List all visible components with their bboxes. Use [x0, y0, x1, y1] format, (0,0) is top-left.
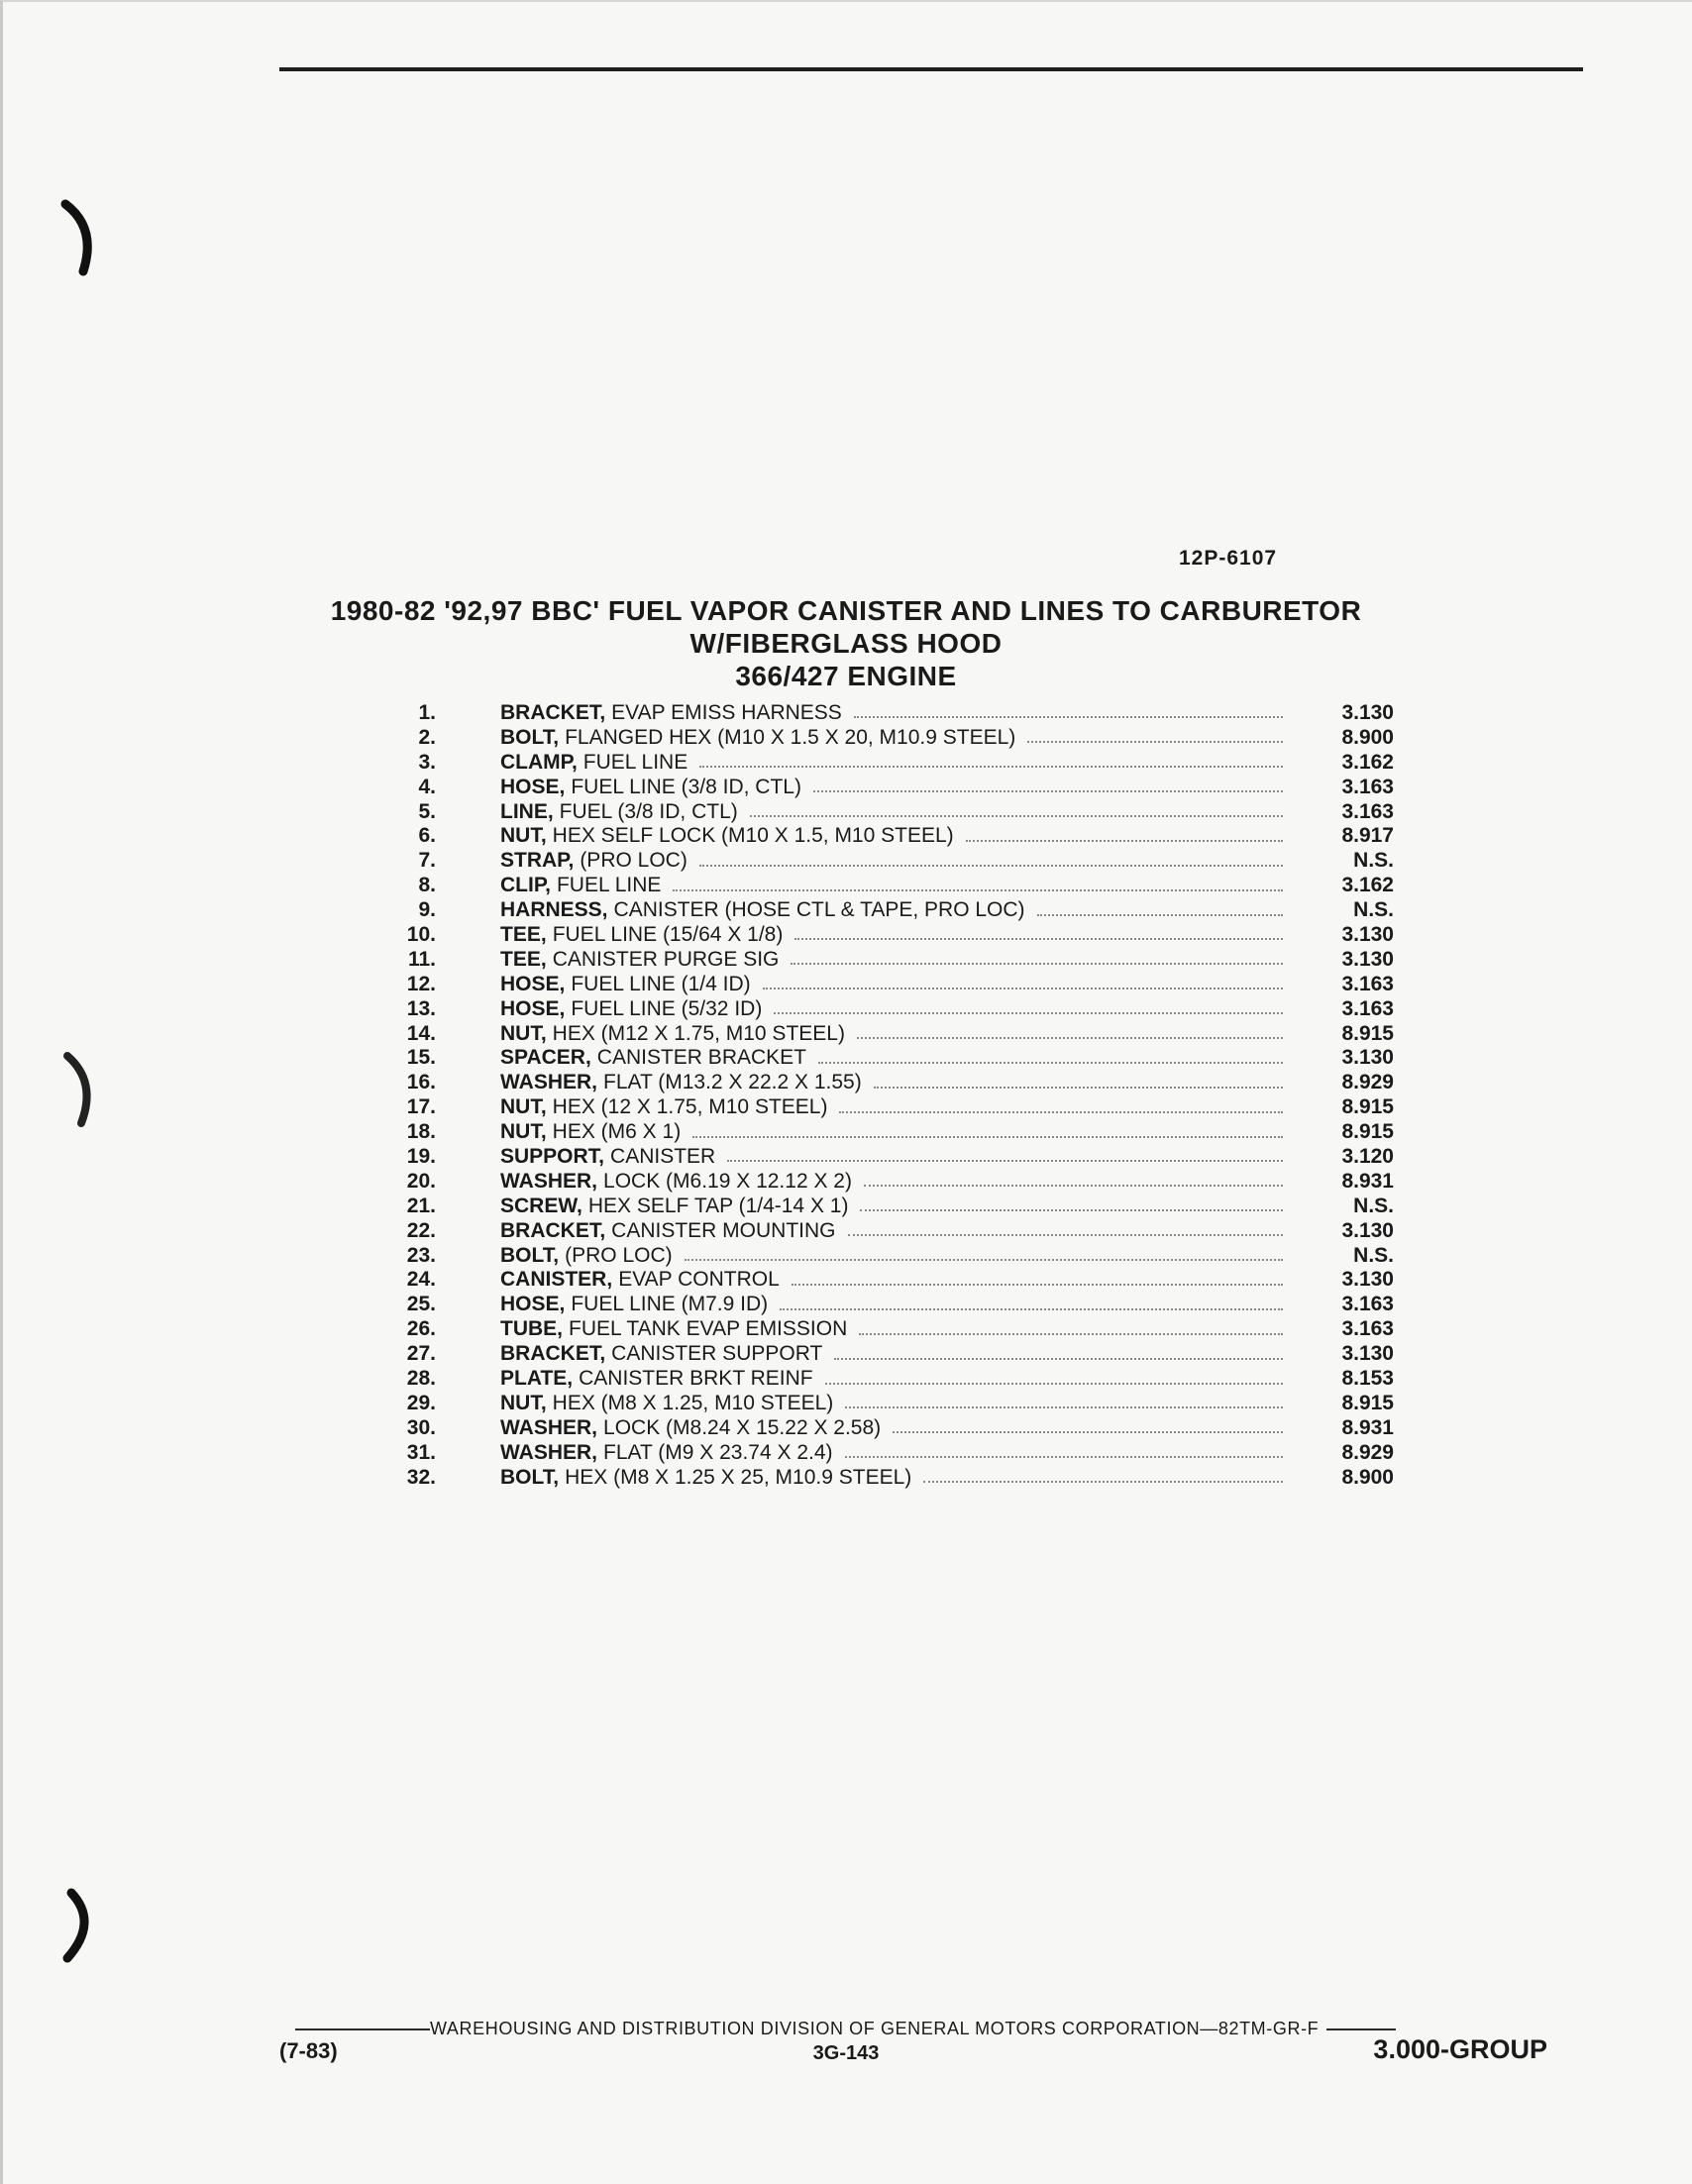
part-detail: CANISTER MOUNTING: [611, 1218, 836, 1242]
title-line: 1980-82 '92,97 BBC' FUEL VAPOR CANISTER AND LINES TO CARBURETOR: [330, 595, 1362, 626]
part-detail: FUEL LINE: [582, 750, 688, 774]
part-row: [388, 1071, 1428, 1095]
part-detail: FUEL LINE: [556, 874, 662, 897]
part-detail: HEX (M8 X 1.25, M10 STEEL): [552, 1391, 834, 1414]
part-name: WASHER,: [500, 1169, 598, 1193]
part-name: LINE,: [500, 799, 554, 823]
part-group: 3.130: [1341, 1342, 1394, 1366]
part-detail: LOCK (M6.19 X 12.12 X 2): [603, 1169, 852, 1193]
part-detail: EVAP CONTROL: [618, 1268, 780, 1292]
leader-dots: [699, 865, 1283, 867]
part-group: 3.130: [1341, 1218, 1394, 1242]
part-name: TUBE,: [500, 1317, 563, 1341]
part-name: HARNESS,: [500, 898, 608, 922]
part-detail: HEX (M8 X 1.25 X 25, M10.9 STEEL): [565, 1465, 912, 1489]
top-rule: [279, 67, 1583, 71]
leader-dots: [893, 1431, 1283, 1433]
part-group: 3.163: [1341, 775, 1394, 798]
parts-list: [388, 701, 1428, 1491]
leader-dots: [774, 1012, 1283, 1014]
part-number: 6.: [418, 824, 436, 848]
part-description: [500, 973, 1283, 997]
footer-group: 3.000-GROUP: [1373, 2034, 1547, 2064]
part-group: 3.130: [1341, 923, 1394, 947]
part-row: [388, 1367, 1428, 1392]
part-row: [388, 1095, 1428, 1120]
part-detail: (PRO LOC): [580, 849, 687, 873]
part-description: [500, 1416, 1283, 1441]
part-description: [500, 997, 1283, 1022]
part-row: [388, 1317, 1428, 1342]
leader-dots: [699, 766, 1283, 768]
leader-dots: [848, 1234, 1283, 1236]
part-name: SUPPORT,: [500, 1145, 605, 1169]
part-group: 3.163: [1341, 799, 1394, 823]
part-number: 21.: [406, 1194, 436, 1217]
part-number: 32.: [406, 1465, 436, 1489]
plate-number: 12P-6107: [1179, 547, 1278, 570]
part-detail: FUEL LINE (3/8 ID, CTL): [571, 775, 801, 798]
footer-publisher-line: [295, 2019, 1553, 2039]
title-line: 366/427 ENGINE: [735, 661, 957, 691]
footer-date: (7-83): [279, 2038, 338, 2063]
footer-rule: [1326, 2028, 1396, 2030]
leader-dots: [834, 1358, 1283, 1360]
binder-hole-mark: [57, 198, 117, 277]
leader-dots: [845, 1456, 1283, 1458]
part-description: [500, 1120, 1283, 1145]
leader-dots: [1027, 741, 1283, 743]
part-description: [500, 1367, 1283, 1392]
part-description: [500, 1219, 1283, 1244]
part-description: [500, 1268, 1283, 1293]
part-number: 10.: [406, 923, 436, 947]
part-number: 1.: [418, 701, 436, 724]
part-group: 8.931: [1341, 1415, 1394, 1439]
part-number: 15.: [406, 1046, 436, 1070]
part-number: 3.: [418, 750, 436, 774]
part-description: [500, 1392, 1283, 1416]
part-group: N.S.: [1353, 1194, 1394, 1217]
leader-dots: [791, 963, 1283, 965]
part-description: [500, 1145, 1283, 1170]
part-group: 8.917: [1341, 824, 1394, 848]
leader-dots: [825, 1383, 1283, 1385]
part-detail: CANISTER BRKT REINF: [579, 1367, 813, 1391]
part-number: 7.: [418, 849, 436, 873]
leader-dots: [763, 988, 1283, 989]
part-detail: HEX (12 X 1.75, M10 STEEL): [552, 1095, 828, 1119]
part-description: [500, 1095, 1283, 1120]
part-detail: FUEL LINE (5/32 ID): [571, 996, 763, 1020]
part-group: 3.163: [1341, 1293, 1394, 1316]
part-group: 8.153: [1341, 1367, 1394, 1391]
part-number: 9.: [418, 898, 436, 922]
leader-dots: [860, 1209, 1283, 1211]
part-name: HOSE,: [500, 996, 566, 1020]
part-detail: HEX (M12 X 1.75, M10 STEEL): [552, 1021, 845, 1045]
part-row: [388, 701, 1428, 726]
part-row: [388, 776, 1428, 800]
leader-dots: [673, 889, 1283, 891]
leader-dots: [792, 1284, 1283, 1286]
part-name: BRACKET,: [500, 701, 606, 724]
part-description: [500, 824, 1283, 849]
title-line: W/FIBERGLASS HOOD: [689, 628, 1003, 659]
part-row: [388, 973, 1428, 997]
part-detail: FUEL LINE (M7.9 ID): [571, 1293, 769, 1316]
part-detail: FLANGED HEX (M10 X 1.5 X 20, M10.9 STEEL): [565, 725, 1016, 749]
part-number: 12.: [406, 972, 436, 995]
part-name: BRACKET,: [500, 1342, 606, 1366]
part-name: NUT,: [500, 824, 547, 848]
part-row: [388, 1022, 1428, 1047]
part-row: [388, 874, 1428, 898]
leader-dots: [727, 1160, 1283, 1162]
leader-dots: [864, 1185, 1283, 1187]
part-detail: HEX SELF TAP (1/4-14 X 1): [587, 1194, 849, 1217]
part-description: [500, 1293, 1283, 1317]
leader-dots: [813, 790, 1283, 792]
part-detail: CANISTER: [610, 1145, 716, 1169]
part-number: 14.: [406, 1021, 436, 1045]
part-row: [388, 824, 1428, 849]
part-row: [388, 1293, 1428, 1317]
part-detail: CANISTER SUPPORT: [611, 1342, 823, 1366]
part-group: 8.929: [1341, 1071, 1394, 1094]
part-name: BOLT,: [500, 1465, 560, 1489]
part-name: CLAMP,: [500, 750, 578, 774]
page-title: [0, 594, 1692, 692]
part-group: 8.900: [1341, 725, 1394, 749]
part-row: [388, 751, 1428, 776]
part-group: 8.931: [1341, 1169, 1394, 1193]
part-row: [388, 898, 1428, 923]
part-detail: FUEL LINE (15/64 X 1/8): [552, 923, 784, 947]
part-number: 25.: [406, 1293, 436, 1316]
leader-dots: [685, 1259, 1283, 1261]
part-row: [388, 1416, 1428, 1441]
part-description: [500, 1244, 1283, 1269]
leader-dots: [818, 1062, 1283, 1064]
leader-dots: [966, 840, 1283, 842]
part-row: [388, 1046, 1428, 1071]
part-name: TEE,: [500, 923, 547, 947]
part-number: 24.: [406, 1268, 436, 1292]
part-description: [500, 1195, 1283, 1219]
part-detail: FLAT (M9 X 23.74 X 2.4): [603, 1440, 833, 1464]
part-name: WASHER,: [500, 1071, 598, 1094]
part-description: [500, 726, 1283, 751]
part-detail: FUEL (3/8 ID, CTL): [559, 799, 738, 823]
part-row: [388, 726, 1428, 751]
part-row: [388, 849, 1428, 874]
part-number: 22.: [406, 1218, 436, 1242]
part-description: [500, 800, 1283, 825]
leader-dots: [857, 1037, 1283, 1039]
part-description: [500, 898, 1283, 923]
part-name: STRAP,: [500, 849, 575, 873]
leader-dots: [780, 1308, 1283, 1310]
part-row: [388, 948, 1428, 973]
part-number: 29.: [406, 1391, 436, 1414]
binder-hole-mark: [57, 1050, 117, 1129]
part-number: 13.: [406, 996, 436, 1020]
part-row: [388, 1219, 1428, 1244]
part-group: 3.130: [1341, 1046, 1394, 1070]
part-detail: CANISTER PURGE SIG: [552, 947, 780, 971]
part-group: 3.163: [1341, 972, 1394, 995]
part-name: CLIP,: [500, 874, 551, 897]
part-number: 18.: [406, 1120, 436, 1144]
binder-hole-mark: [57, 1887, 117, 1966]
part-detail: CANISTER (HOSE CTL & TAPE, PRO LOC): [613, 898, 1025, 922]
footer-page-number: 3G-143: [812, 2042, 880, 2064]
part-detail: (PRO LOC): [565, 1243, 673, 1267]
part-group: 8.915: [1341, 1120, 1394, 1144]
part-group: 3.120: [1341, 1145, 1394, 1169]
part-number: 17.: [406, 1095, 436, 1119]
part-number: 2.: [418, 725, 436, 749]
part-name: CANISTER,: [500, 1268, 613, 1292]
footer-rule: [295, 2028, 430, 2030]
part-row: [388, 800, 1428, 825]
part-number: 26.: [406, 1317, 436, 1341]
part-description: [500, 751, 1283, 776]
leader-dots: [692, 1136, 1283, 1138]
part-group: 8.915: [1341, 1391, 1394, 1414]
part-name: BRACKET,: [500, 1218, 606, 1242]
part-row: [388, 1170, 1428, 1195]
part-group: 3.130: [1341, 701, 1394, 724]
part-name: HOSE,: [500, 1293, 566, 1316]
part-name: NUT,: [500, 1391, 547, 1414]
part-description: [500, 1441, 1283, 1466]
part-number: 5.: [418, 799, 436, 823]
part-group: N.S.: [1353, 849, 1394, 873]
part-description: [500, 776, 1283, 800]
footer-publisher: WAREHOUSING AND DISTRIBUTION DIVISION OF GENERAL MOTORS CORPORATION—82TM-GR-F: [430, 2019, 1320, 2038]
part-group: 3.162: [1341, 750, 1394, 774]
part-name: WASHER,: [500, 1440, 598, 1464]
part-number: 30.: [406, 1415, 436, 1439]
part-number: 16.: [406, 1071, 436, 1094]
part-name: NUT,: [500, 1095, 547, 1119]
part-row: [388, 997, 1428, 1022]
part-name: BOLT,: [500, 1243, 560, 1267]
part-description: [500, 1071, 1283, 1095]
part-description: [500, 849, 1283, 874]
part-group: 8.915: [1341, 1095, 1394, 1119]
part-group: 3.162: [1341, 874, 1394, 897]
part-row: [388, 1120, 1428, 1145]
part-detail: EVAP EMISS HARNESS: [611, 701, 842, 724]
part-number: 31.: [406, 1440, 436, 1464]
part-description: [500, 874, 1283, 898]
part-group: 3.163: [1341, 996, 1394, 1020]
part-group: 8.900: [1341, 1465, 1394, 1489]
part-group: 8.929: [1341, 1440, 1394, 1464]
part-group: N.S.: [1353, 898, 1394, 922]
leader-dots: [1037, 914, 1283, 916]
leader-dots: [845, 1406, 1283, 1408]
part-name: SPACER,: [500, 1046, 591, 1070]
part-name: SCREW,: [500, 1194, 582, 1217]
part-name: TEE,: [500, 947, 547, 971]
part-description: [500, 1170, 1283, 1195]
leader-dots: [923, 1481, 1283, 1483]
part-description: [500, 1342, 1283, 1367]
part-row: [388, 1466, 1428, 1491]
part-description: [500, 701, 1283, 726]
part-description: [500, 948, 1283, 973]
part-number: 20.: [406, 1169, 436, 1193]
part-name: NUT,: [500, 1021, 547, 1045]
part-number: 27.: [406, 1342, 436, 1366]
part-row: [388, 1268, 1428, 1293]
part-row: [388, 1195, 1428, 1219]
part-group: 8.915: [1341, 1021, 1394, 1045]
part-row: [388, 1441, 1428, 1466]
part-row: [388, 1244, 1428, 1269]
part-detail: FUEL TANK EVAP EMISSION: [569, 1317, 848, 1341]
part-description: [500, 1046, 1283, 1071]
part-detail: HEX (M6 X 1): [552, 1120, 682, 1144]
part-number: 8.: [418, 874, 436, 897]
leader-dots: [794, 938, 1283, 940]
leader-dots: [859, 1333, 1283, 1335]
part-name: HOSE,: [500, 972, 566, 995]
part-detail: LOCK (M8.24 X 15.22 X 2.58): [603, 1415, 882, 1439]
leader-dots: [854, 716, 1283, 718]
leader-dots: [750, 815, 1283, 817]
part-row: [388, 1342, 1428, 1367]
part-description: [500, 923, 1283, 948]
leader-dots: [874, 1087, 1283, 1089]
part-number: 4.: [418, 775, 436, 798]
part-name: WASHER,: [500, 1415, 598, 1439]
leader-dots: [839, 1111, 1283, 1113]
part-detail: FUEL LINE (1/4 ID): [571, 972, 751, 995]
part-description: [500, 1317, 1283, 1342]
part-number: 23.: [406, 1243, 436, 1267]
part-row: [388, 923, 1428, 948]
part-group: N.S.: [1353, 1243, 1394, 1267]
part-detail: CANISTER BRACKET: [596, 1046, 806, 1070]
part-row: [388, 1145, 1428, 1170]
part-description: [500, 1466, 1283, 1491]
part-group: 3.130: [1341, 947, 1394, 971]
part-group: 3.130: [1341, 1268, 1394, 1292]
part-number: 28.: [406, 1367, 436, 1391]
part-detail: FLAT (M13.2 X 22.2 X 1.55): [603, 1071, 862, 1094]
part-name: HOSE,: [500, 775, 566, 798]
part-number: 19.: [406, 1145, 436, 1169]
part-name: PLATE,: [500, 1367, 574, 1391]
part-name: NUT,: [500, 1120, 547, 1144]
part-number: 11.: [407, 947, 436, 971]
part-row: [388, 1392, 1428, 1416]
part-name: BOLT,: [500, 725, 560, 749]
part-detail: HEX SELF LOCK (M10 X 1.5, M10 STEEL): [552, 824, 954, 848]
part-description: [500, 1022, 1283, 1047]
part-group: 3.163: [1341, 1317, 1394, 1341]
